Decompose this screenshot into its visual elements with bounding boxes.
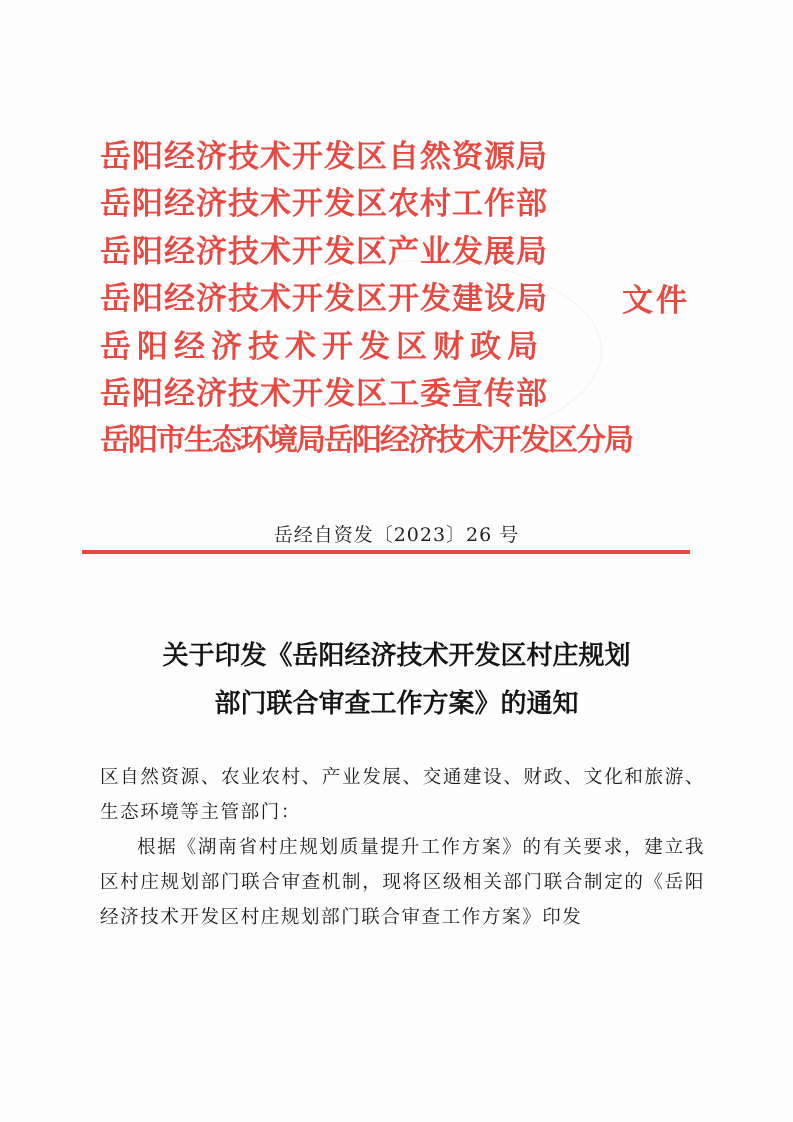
issuer-line: 岳阳经济技术开发区农村工作部 <box>100 186 548 222</box>
issuer-line: 岳阳经济技术开发区工委宣传部 <box>100 376 548 412</box>
document-body <box>100 760 705 935</box>
body-paragraph: 根据《湖南省村庄规划质量提升工作方案》的有关要求，建立我区村庄规划部门联合审查机制，现将区级相关部门联合制定的《岳阳经济技术开发区村庄规划部门联合审查工作方案》印发 <box>100 837 705 928</box>
document-number: 岳经自资发〔2023〕26 号 <box>273 524 520 546</box>
title-line-2: 部门联合审查工作方案》的通知 <box>214 689 579 719</box>
title-line-1: 关于印发《岳阳经济技术开发区村庄规划 <box>162 641 631 671</box>
issuer-line: 岳阳经济技术开发区财政局 <box>100 329 544 365</box>
recipients-line: 区自然资源、农业农村、产业发展、交通建设、财政、文化和旅游、生态环境等主管部门： <box>100 767 705 823</box>
document-suffix: 文件 <box>622 283 690 319</box>
issuer-line: 岳阳经济技术开发区自然资源局 <box>100 139 548 175</box>
issuer-line: 岳阳经济技术开发区开发建设局 <box>100 281 548 317</box>
issuer-line: 岳阳经济技术开发区产业发展局 <box>100 234 548 270</box>
issuer-line: 岳阳市生态环境局岳阳经济技术开发区分局 <box>100 423 632 458</box>
document-title <box>0 632 793 728</box>
red-divider <box>82 550 690 554</box>
